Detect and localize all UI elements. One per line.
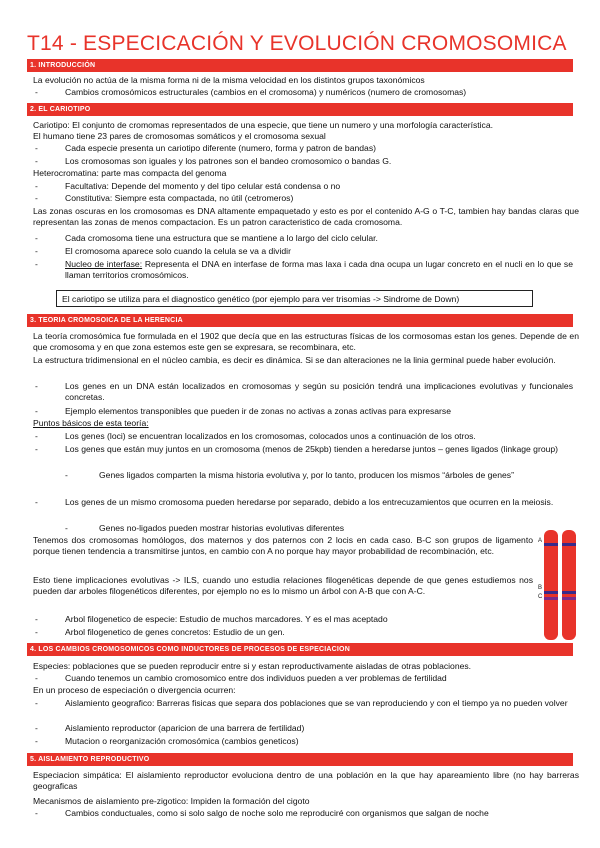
s4-b3: - Aislamiento reproductor (aparicion de una barrera de fertilidad) bbox=[35, 723, 305, 733]
s2-p2: El humano tiene 23 pares de cromosomas somáticos y el cromosoma sexual bbox=[33, 131, 326, 141]
s3-p3: Puntos básicos de esta teoría: bbox=[33, 418, 149, 428]
s3-b1: - Los genes en un DNA están localizados en cromosomas y según su posición tendrá una implicaciones evolutivas y funcionales concretas. bbox=[35, 381, 573, 402]
band-c-right bbox=[562, 597, 576, 600]
section-heading-4: 4. LOS CAMBIOS CROMOSOMICOS COMO INDUCTORES DE PROCESOS DE ESPECIACION bbox=[27, 643, 573, 656]
s2-b4: - Constitutiva: Siempre esta compactada, no útil (cetromeros) bbox=[35, 193, 294, 203]
section-heading-2: 2. EL CARIOTIPO bbox=[27, 103, 573, 116]
band-a-right bbox=[562, 543, 576, 546]
s4-b4: - Mutacion o reorganización cromosómica (cambios geneticos) bbox=[35, 736, 299, 746]
s5-b1: - Cambios conductuales, como si solo salgo de noche solo me reproduciré con organismos que salgan de noche bbox=[35, 808, 489, 818]
s3-p5: Esto tiene implicaciones evolutivas -> ILS, cuando uno estudia relaciones filogenéticas depende de que genes estudiemos nos pueden dar arboles filogenéticos diferentes, por ejemplo no es lo mismo un árbol con A-B que con A-C. bbox=[33, 575, 533, 596]
s3-b3: - Los genes (loci) se encuentran localizados en los cromosomas, colocados unos a continuación de los otros. bbox=[35, 431, 476, 441]
s5-p1: Especiacion simpática: El aislamiento reproductor evoluciona dentro de una población en la que hay apareamiento libre (no hay barreras geograficas bbox=[33, 770, 579, 791]
s2-callout-box: El cariotipo se utiliza para el diagnostico genético (por ejemplo para ver trisomias -> Sindrome de Down) bbox=[56, 290, 533, 307]
s2-b6: - El cromosoma aparece solo cuando la celula se va a dividir bbox=[35, 246, 291, 256]
s3-p1: La teoría cromosómica fue formulada en el 1902 que decía que en las estructuras físicas de los cormosomas estan los genes. Depende de en que cromosoma y en que zona estemos este gen se expresara, se recombinara, etc. bbox=[33, 331, 579, 352]
s3-b2: - Ejemplo elementos transponibles que pueden ir de zonas no activas a zonas activas para expresarse bbox=[35, 406, 451, 416]
s3-b5: - Los genes de un mismo cromosoma pueden heredarse por separado, debido a los entrecuzamientos que ocurren en la meiosis. bbox=[35, 497, 554, 507]
s3-b4a: - Genes ligados comparten la misma historia evolutiva y, por lo tanto, producen los mismos “árboles de genes” bbox=[65, 470, 514, 480]
s2-b1: - Cada especie presenta un cariotipo diferente (numero, forma y patron de bandas) bbox=[35, 143, 376, 153]
s1-bullet: - Cambios cromosómicos estructurales (cambios en el cromosoma) y numéricos (numero de cromosomas) bbox=[35, 87, 467, 97]
s2-b3: - Facultativa: Depende del momento y del tipo celular está condensa o no bbox=[35, 181, 341, 191]
chromosome-right bbox=[562, 530, 576, 640]
band-b-right bbox=[562, 591, 576, 594]
s2-p1: Cariotipo: El conjunto de cromomas representados de una especie, que tiene un numero y una morfología característica. bbox=[33, 120, 494, 130]
s5-p2: Mecanismos de aislamiento pre-zigotico: Impiden la formación del cigoto bbox=[33, 796, 310, 806]
chromosome-left bbox=[544, 530, 558, 640]
s3-b6: - Arbol filogenetico de especie: Estudio de muchos marcadores. Y es el mas aceptado bbox=[35, 614, 388, 624]
label-c: C bbox=[538, 594, 543, 600]
band-a-left bbox=[544, 543, 558, 546]
s3-b5a: - Genes no-ligados pueden mostrar historias evolutivas diferentes bbox=[65, 523, 345, 533]
s1-paragraph: La evolución no actúa de la misma forma ni de la misma velocidad en los distintos grupos taxonómicos bbox=[33, 75, 425, 85]
s3-p4: Tenemos dos cromosomas homólogos, dos maternos y dos paternos con 2 locis en cada caso. B-C son grupos de ligamento porque tienen tendencia a transmitirse juntos, en cambio con A no porque hay mayor probabilidad de recombinación, etc. bbox=[33, 535, 533, 556]
s2-b5: - Cada cromosoma tiene una estructura que se mantiene a lo largo del ciclo celular. bbox=[35, 233, 378, 243]
s3-b7: - Arbol filogenetico de genes concretos: Estudio de un gen. bbox=[35, 627, 285, 637]
band-c-left bbox=[544, 597, 558, 600]
s4-p2: En un proceso de especiación o divergencia ocurren: bbox=[33, 685, 236, 695]
section-heading-1: 1. INTRODUCCIÓN bbox=[27, 59, 573, 72]
s2-b2: - Los cromosomas son iguales y los patrones son el bandeo cromosomico o bandas G. bbox=[35, 156, 392, 166]
band-b-left bbox=[544, 591, 558, 594]
section-heading-5: 5. AISLAMIENTO REPRODUCTIVO bbox=[27, 753, 573, 766]
s4-b1: - Cuando tenemos un cambio cromosomico entre dos individuos pueden a ver problemas de fertilidad bbox=[35, 673, 447, 683]
s3-b4: - Los genes que están muy juntos en un cromosoma (menos de 25kpb) tienden a heredarse juntos – genes ligados (linkage group) bbox=[35, 444, 559, 454]
section-heading-3: 3. TEORIA CROMOSOICA DE LA HERENCIA bbox=[27, 314, 573, 327]
label-b: B bbox=[538, 585, 543, 591]
s3-p2: La estructura tridimensional en el núcleo cambia, es decir es dinámica. Si se dan alteraciones ne la linia germinal puede haber evolución. bbox=[33, 355, 556, 365]
s4-b2: - Aislamiento geografico: Barreras fisicas que separa dos poblaciones que se van reproduciendo y con el tiempo ya no pueden volver bbox=[35, 698, 568, 708]
s1-bullet-text: Cambios cromosómicos estructurales (cambios en el cromosoma) y numéricos (numero de cromosomas) bbox=[65, 87, 467, 97]
page-title: T14 - ESPECICACIÓN Y EVOLUCIÓN CROMOSOMICA bbox=[27, 32, 567, 55]
s2-b7: - Nucleo de interfase: Representa el DNA en interfase de forma mas laxa i cada dna ocupa un lugar concreto en el nucli en lo que se llaman territorios cromosómicos. bbox=[35, 259, 574, 280]
s2-p3: Heterocromatina: parte mas compacta del genoma bbox=[33, 168, 227, 178]
s4-p1: Especies: poblaciones que se pueden reproducir entre si y estan reproductivamente aisladas de otras poblaciones. bbox=[33, 661, 472, 671]
label-a: A bbox=[538, 538, 543, 544]
s2-p4: Las zonas oscuras en los cromosomas es DNA altamente empaquetado y esto es por el contenido A-G o T-C, tambien hay bandas claras que representan las zonas de menos compactacion. Es un patron caracteristico de cada cromosoma. bbox=[33, 206, 579, 227]
